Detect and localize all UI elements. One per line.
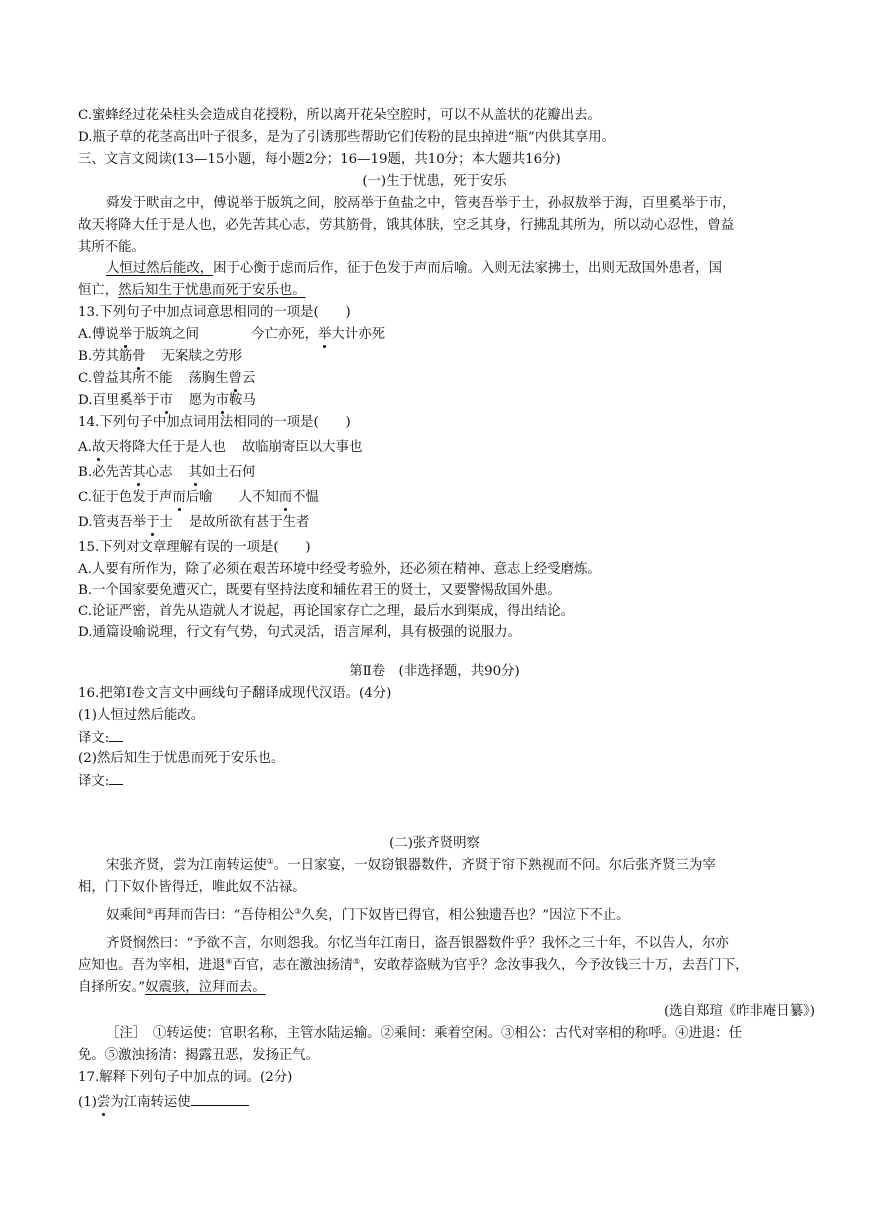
footnote-marker: ② (146, 907, 154, 916)
q14-option-d (78, 513, 309, 533)
dotted-word: 市 (216, 391, 229, 411)
notes-line: ［注］ ①转运使：官职名称，主管水陆运输。②乘间：乘着空闲。③相公：古代对宰相的称呼。④进退：任 (106, 1026, 743, 1041)
passage2-line: 相，门下奴仆皆得迁，唯此奴不沾禄。 (78, 880, 306, 895)
footnote-marker: ① (266, 857, 274, 866)
passage-line: 舜发于畎亩之中，傅说举于版筑之间，胶鬲举于鱼盐之中，管夷吾举于士，孙叔敖举于海，百里奚举于市， (106, 196, 736, 211)
text-segment: 自择所安。” (78, 980, 146, 995)
text-segment: 不愠 (292, 490, 319, 505)
q15-option-c: C.论证严密，首先从造就人才说起，再论国家存亡之理，最后水到渠成，得出结论。 (78, 604, 575, 619)
q16-sentence-1: (1)人恒过然后能改。 (78, 708, 205, 723)
question-17-stem: 17.解释下列句子中加点的词。(2分) (78, 1070, 293, 1085)
question-13-stem: 13.下列句子中加点词意思相同的一项是( ) (78, 305, 351, 320)
dotted-word: 其 (188, 463, 201, 483)
q14-option-b (78, 463, 255, 483)
text-segment: D.百里奚举于 (78, 393, 160, 408)
passage2-line: 齐贤悯然曰：“予欲不言，尔则怨我。尔忆当年江南日，盗吾银器数件乎？我怀之三十年，不以告人，尔亦 (106, 936, 729, 951)
text-segment: 云 (241, 371, 256, 386)
text-segment: B.劳其筋 (78, 349, 133, 364)
question-14-stem: 14.下列句子中加点词用法相同的一项是( ) (78, 415, 351, 430)
text-segment: 久矣，门下奴皆已得官，相公独遗吾也？”因泣下不止。 (301, 908, 630, 923)
dotted-word: 骨 (132, 347, 145, 367)
q16-sentence-2: (2)然后知生于忧患而死于安乐也。 (78, 751, 285, 766)
q15-option-d: D.通篇设喻说理，行文有气势，句式灵活，语言犀利，具有极强的说服力。 (78, 625, 522, 640)
text-segment: 故临崩寄臣以大事也 (241, 440, 363, 455)
underlined-sentence: 奴震骇，泣拜而去。 (145, 980, 266, 995)
part-2-header: 第Ⅱ卷 (非选择题，共90分) (349, 664, 520, 679)
dotted-word: 故 (92, 438, 105, 458)
passage2-line (78, 956, 748, 976)
text-segment: 大计亦死 (331, 327, 385, 342)
text-segment: 译文: (78, 774, 110, 789)
text-segment: 心志 (145, 465, 173, 480)
dotted-word: 举 (318, 325, 331, 345)
text-segment: 后喻 (185, 490, 213, 505)
section-header: 三、文言文阅读(13—15小题，每小题2分；16—19题，共10分；本大题共16分) (78, 152, 561, 167)
passage2-line (78, 978, 266, 998)
q13-option-b (78, 347, 242, 367)
question-16-stem: 16.把第Ⅰ卷文言文中画线句子翻译成现代汉语。(4分) (78, 686, 392, 701)
notes-line: 免。⑤激浊扬清：揭露丑恶，发扬正气。 (78, 1048, 320, 1063)
q14-option-a (78, 438, 362, 458)
dotted-word: 其 (132, 463, 145, 483)
text-segment: C.征于色发于声 (78, 490, 173, 505)
passage2-line (106, 856, 716, 876)
answer-blank[interactable] (191, 1092, 249, 1106)
q15-option-a: A.人要有所作为，除了必须在艰苦环境中经受考验外，还必须在精神、意志上经受磨炼。 (78, 562, 601, 577)
text-segment: 为江南转运使 (110, 1095, 191, 1110)
text-segment: A.傅说 (78, 327, 119, 342)
passage-title: (一)生于忧患，死于安乐 (362, 174, 507, 189)
dotted-word: 举 (119, 325, 132, 345)
q13-option-a (78, 325, 385, 345)
text-segment: 恒亡， (78, 283, 119, 298)
text-segment: 译文: (78, 731, 110, 746)
text-segment: 应知也。吾为宰相，进退 (78, 958, 226, 973)
text-segment: 无案牍之劳形 (161, 349, 243, 364)
dotted-word: 尝 (97, 1093, 110, 1113)
q13-option-d (78, 391, 256, 411)
question-15-stem: 15.下列对文章理解有误的一项是( ) (78, 540, 311, 555)
option-c-prev: C.蜜蜂经过花朵柱头会造成自花授粉，所以离开花朵空腔时，可以不从盖状的花瓣出去。 (78, 108, 601, 123)
passage-line (106, 259, 722, 279)
underlined-sentence: 人恒过然后能改， (106, 261, 214, 276)
underlined-sentence: 然后知生于忧患而死于安乐也。 (118, 283, 306, 298)
text-segment: A. (78, 440, 92, 455)
answer-blank[interactable] (109, 771, 123, 785)
dotted-word: 而 (172, 488, 185, 508)
passage-line (78, 281, 306, 301)
text-segment: 是故所欲有甚于生者 (188, 515, 310, 530)
text-segment: 奴乘间 (106, 908, 147, 923)
text-segment: D.管夷吾举 (78, 515, 147, 530)
text-segment: B.必先苦 (78, 465, 133, 480)
text-segment: C.曾益其所不能 (78, 371, 173, 386)
text-segment: ，安敢荐盗贼为官乎？念汝事我久，今予汝钱三十万，去吾门下， (360, 958, 749, 973)
dotted-word: 于 (146, 513, 159, 533)
text-segment: 再拜而告曰：“吾侍相公 (153, 908, 295, 923)
passage-line: 其所不能。 (78, 240, 145, 255)
footnote-marker: ④ (225, 957, 233, 966)
q15-option-b: B.一个国家要免遭灭亡，既要有坚持法度和辅佐君王的贤士，又要警惕敌国外患。 (78, 583, 561, 598)
passage-line: 故天将降大任于是人也，必先苦其心志，劳其筋骨，饿其体肤，空乏其身，行拂乱其所为，所以动心忍性，曾益 (78, 218, 735, 233)
text-segment: 百官，志在激浊扬清 (232, 958, 353, 973)
text-segment: 。一日家宴，一奴窃银器数件，齐贤于帘下熟视而不问。尔后张齐贤三为宰 (273, 858, 716, 873)
text-segment: (1) (78, 1095, 97, 1110)
footnote-marker: ⑤ (352, 957, 361, 966)
q14-option-c (78, 488, 319, 508)
dotted-word: 市 (159, 391, 172, 411)
text-segment: 宋张齐贤，尝为江南转运使 (106, 858, 267, 873)
answer-blank[interactable] (109, 728, 123, 742)
option-d-prev: D.瓶子草的花茎高出叶子很多，是为了引诱那些帮助它们传粉的昆虫掉进“瓶”内供其享用。 (78, 130, 616, 145)
source-citation: (选自郑瑄《昨非庵日纂》) (663, 1004, 815, 1019)
q13-option-c (78, 369, 255, 389)
passage2-title: (二)张齐贤明察 (389, 836, 480, 851)
q16-answer-2 (78, 771, 123, 792)
text-segment: 天将降大任于是人也 (105, 440, 226, 455)
q17-item-1 (78, 1092, 249, 1113)
text-segment: 士 (159, 515, 173, 530)
text-segment: 困于心衡于虑而后作，征于色发于声而后喻。入则无法家拂士，出则无敌国外患者，国 (213, 261, 722, 276)
text-segment: 愿为 (188, 393, 216, 408)
text-segment: 于版筑之间 (132, 327, 200, 342)
text-segment: 如土石何 (201, 465, 256, 480)
text-segment: 人不知 (238, 490, 279, 505)
text-segment: 鞍马 (229, 393, 256, 408)
footnote-marker: ③ (294, 907, 302, 916)
passage2-line (106, 906, 630, 926)
text-segment: 荡胸生 (188, 371, 229, 386)
q16-answer-1 (78, 728, 123, 749)
dotted-word: 曾 (229, 369, 242, 389)
dotted-word: 而 (279, 488, 292, 508)
text-segment: 今亡亦死， (251, 327, 319, 342)
